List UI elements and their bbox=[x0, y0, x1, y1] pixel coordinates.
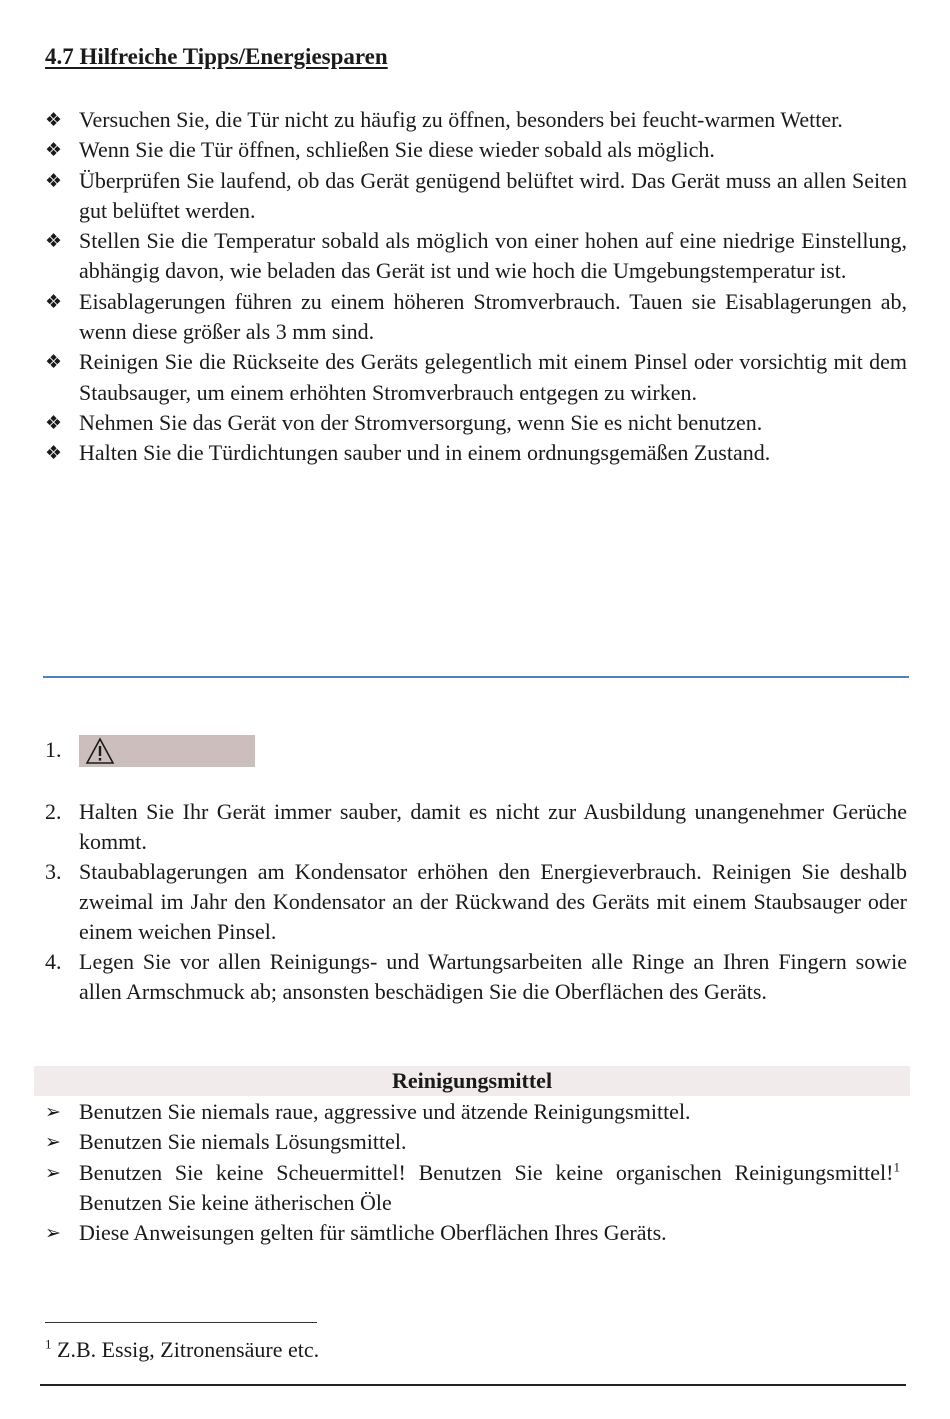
tip-text: Reinigen Sie die Rückseite des Geräts gelegentlich mit einem Pinsel oder vorsichtig mit dem Staubsauger, um einem erhöhten Stromverbrauch entgegen zu wirken. bbox=[79, 349, 907, 405]
tip-item bbox=[45, 166, 907, 227]
tip-text: Eisablagerungen führen zu einem höheren Stromverbrauch. Tauen sie Eisablagerungen ab, wenn diese größer als 3 mm sind. bbox=[79, 288, 907, 345]
warning-triangle-icon bbox=[85, 737, 115, 765]
cleaning-text: Benutzen Sie keine ätherischen Öle bbox=[79, 1189, 392, 1215]
diamond-bullet-icon: ❖ bbox=[45, 411, 63, 434]
item-text: Staubablagerungen am Kondensator erhöhen den Energieverbrauch. Reinigen Sie deshalb zweimal im Jahr den Kondensator an der Rückwand des Geräts mit einem Staubsauger oder einem weichen Pinsel. bbox=[79, 859, 907, 944]
numbered-item bbox=[45, 857, 907, 947]
tip-text: Wenn Sie die Tür öffnen, schließen Sie diese wieder sobald als möglich. bbox=[79, 137, 715, 163]
footnote bbox=[45, 1335, 319, 1365]
item-number: 3. bbox=[45, 859, 62, 884]
cleaning-text: Benutzen Sie niemals Lösungsmittel. bbox=[79, 1129, 407, 1155]
diamond-bullet-icon: ❖ bbox=[45, 169, 63, 192]
tip-item bbox=[45, 135, 907, 165]
tip-item bbox=[45, 408, 907, 438]
tip-item bbox=[45, 287, 907, 348]
cleaning-text: Diese Anweisungen gelten für sämtliche Oberflächen Ihres Geräts. bbox=[79, 1220, 667, 1246]
diamond-bullet-icon: ❖ bbox=[45, 230, 63, 253]
item-number: 1. bbox=[45, 737, 62, 762]
page-bottom-rule bbox=[40, 1384, 906, 1386]
footnote-text: Z.B. Essig, Zitronensäure etc. bbox=[51, 1337, 320, 1362]
cleaning-list bbox=[45, 1097, 900, 1248]
section-divider bbox=[43, 676, 909, 678]
tips-list bbox=[45, 105, 907, 469]
diamond-bullet-icon: ❖ bbox=[45, 290, 63, 313]
tip-text: Nehmen Sie das Gerät von der Stromversorgung, wenn Sie es nicht benutzen. bbox=[79, 409, 763, 435]
diamond-bullet-icon: ❖ bbox=[45, 109, 63, 131]
diamond-bullet-icon: ❖ bbox=[45, 139, 63, 162]
numbered-item bbox=[45, 947, 907, 1007]
item-number: 2. bbox=[45, 799, 62, 824]
tip-text: Stellen Sie die Temperatur sobald als möglich von einer hohen auf eine niedrige Einstellung, abhängig davon, wie beladen das Gerät ist und wie hoch die Umgebungstemperatur ist. bbox=[79, 228, 907, 284]
footnote-mark: 1 bbox=[45, 1336, 52, 1352]
numbered-item-warning bbox=[45, 735, 907, 767]
numbered-item bbox=[45, 797, 907, 857]
numbered-list bbox=[45, 735, 907, 1007]
cleaning-item bbox=[45, 1218, 900, 1248]
cleaning-title-band bbox=[34, 1066, 910, 1096]
section-heading: 4.7 Hilfreiche Tipps/Energiesparen bbox=[45, 44, 388, 69]
item-number: 4. bbox=[45, 949, 62, 974]
footnote-reference[interactable]: 1 bbox=[893, 1159, 900, 1175]
arrow-bullet-icon: ➢ bbox=[45, 1161, 61, 1184]
cleaning-item bbox=[45, 1097, 900, 1127]
warning-box bbox=[79, 735, 255, 767]
tip-text: Halten Sie die Türdichtungen sauber und in einem ordnungsgemäßen Zustand. bbox=[79, 440, 771, 466]
cleaning-title: Reinigungsmittel bbox=[391, 1068, 553, 1093]
item-text: Legen Sie vor allen Reinigungs- und Wartungsarbeiten alle Ringe an Ihren Fingern sowie allen Armschmuck ab; ansonsten beschädigen Sie die Oberflächen des Geräts. bbox=[79, 949, 907, 1004]
arrow-bullet-icon: ➢ bbox=[45, 1131, 61, 1154]
cleaning-item bbox=[45, 1158, 900, 1219]
diamond-bullet-icon: ❖ bbox=[45, 351, 63, 374]
tip-text: Versuchen Sie, die Tür nicht zu häufig zu öffnen, besonders bei feucht-warmen Wetter. bbox=[79, 107, 843, 132]
tip-item bbox=[45, 105, 907, 135]
tip-text: Überprüfen Sie laufend, ob das Gerät genügend belüftet wird. Das Gerät muss an allen Seiten gut belüftet werden. bbox=[79, 167, 907, 223]
item-text: Halten Sie Ihr Gerät immer sauber, damit es nicht zur Ausbildung unangenehmer Gerüche kommt. bbox=[79, 799, 907, 854]
diamond-bullet-icon: ❖ bbox=[45, 442, 63, 465]
tip-item bbox=[45, 438, 907, 468]
cleaning-text: Benutzen Sie niemals raue, aggressive und ätzende Reinigungsmittel. bbox=[79, 1099, 691, 1124]
arrow-bullet-icon: ➢ bbox=[45, 1101, 61, 1123]
tip-item bbox=[45, 226, 907, 287]
cleaning-text: Benutzen Sie keine Scheuermittel! Benutzen Sie keine organischen Reinigungsmittel! bbox=[79, 1159, 894, 1185]
tip-item bbox=[45, 347, 907, 408]
cleaning-item bbox=[45, 1127, 900, 1157]
footnote-separator bbox=[45, 1322, 317, 1323]
arrow-bullet-icon: ➢ bbox=[45, 1222, 61, 1245]
